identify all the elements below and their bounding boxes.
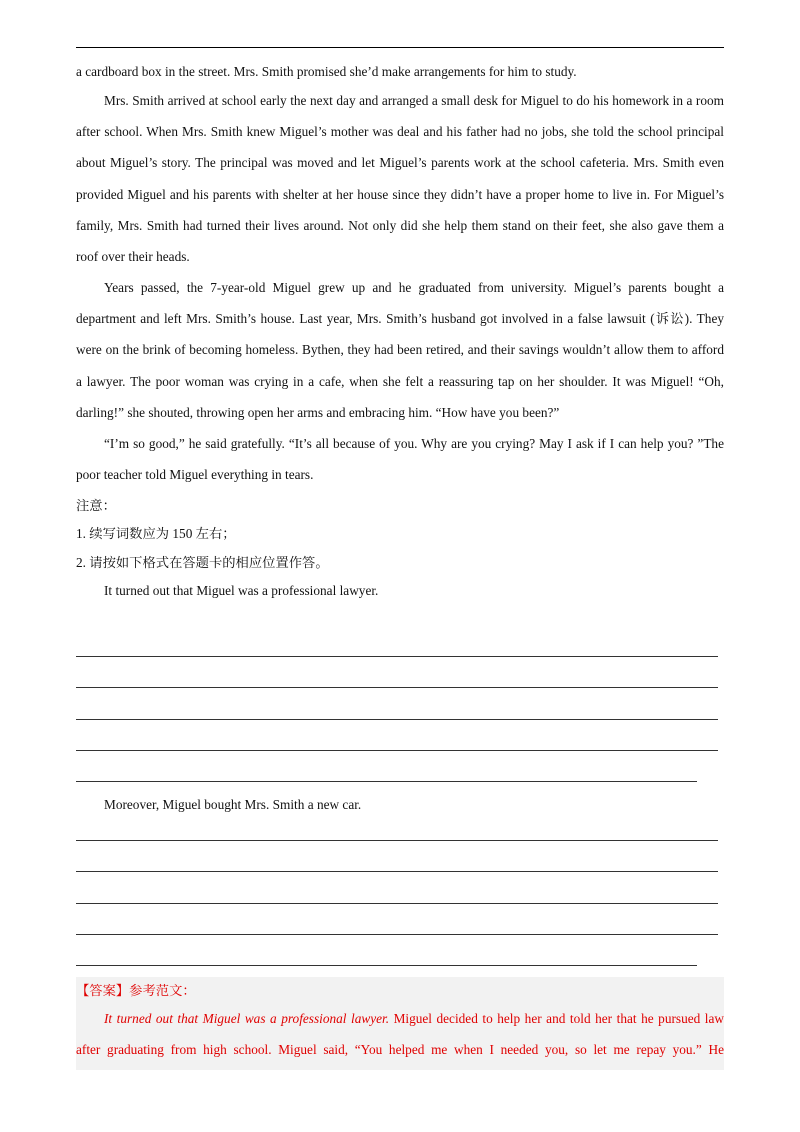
story-paragraph-0: a cardboard box in the street. Mrs. Smith promised she’d make arrangements for him to study.: [76, 64, 577, 79]
writing-line[interactable]: [76, 934, 718, 935]
writing-line[interactable]: [76, 687, 718, 688]
notes-item-2: 2. 请按如下格式在答题卡的相应位置作答。: [76, 555, 329, 570]
answer-body: Miguel decided to help her and told her that he pursued law after graduating from high school. Miguel said, “You helped me when I needed you, so let me repay you.” He: [76, 1011, 724, 1058]
writing-line[interactable]: [76, 781, 697, 782]
writing-line[interactable]: [76, 656, 718, 657]
top-rule: [76, 47, 724, 48]
notes-item-1: 1. 续写词数应为 150 左右；: [76, 526, 236, 541]
prompt-second-paragraph: Moreover, Miguel bought Mrs. Smith a new car.: [104, 797, 362, 812]
story-paragraph-3: “I’m so good,” he said gratefully. “It’s all because of you. Why are you crying? May I ask if I can help you? ”The poor teacher told Miguel everything in tears.: [76, 436, 724, 483]
story-paragraph-2: Years passed, the 7-year-old Miguel grew up and he graduated from university. Miguel’s parents bought a department and left Mrs. Smith’s house. Last year, Mrs. Smith’s husband got involved in a false lawsuit (诉讼). They were on the brink of becoming homeless. Bythen, they had been retired, and their savings wouldn’t allow them to afford a lawyer. The poor woman was crying in a cafe, when she felt a reassuring tap on her shoulder. It was Miguel! “Oh, darling!” she shouted, throwing open her arms and embracing him. “How have you been?”: [76, 280, 724, 420]
writing-line[interactable]: [76, 965, 697, 966]
notes-heading: 注意：: [76, 498, 116, 513]
story-paragraph-1: Mrs. Smith arrived at school early the next day and arranged a small desk for Miguel to do his homework in a room after school. When Mrs. Smith knew Miguel’s mother was deal and his father had no jobs, she told the school principal about Miguel’s story. The principal was moved and let Miguel’s parents work at the school cafeteria. Mrs. Smith even provided Miguel and his parents with shelter at her house since they didn’t have a proper home to live in. For Miguel’s family, Mrs. Smith had turned their lives around. Not only did she help them stand on their feet, she also gave them a roof over their heads.: [76, 93, 724, 265]
writing-line[interactable]: [76, 903, 718, 904]
answer-heading: 【答案】参考范文：: [76, 983, 196, 998]
writing-line[interactable]: [76, 840, 718, 841]
prompt-first-paragraph: It turned out that Miguel was a professional lawyer.: [104, 583, 379, 598]
writing-line[interactable]: [76, 750, 718, 751]
answer-text: [76, 1003, 724, 1065]
answer-lead-sentence: It turned out that Miguel was a professional lawyer.: [104, 1011, 390, 1026]
writing-line[interactable]: [76, 719, 718, 720]
writing-line[interactable]: [76, 871, 718, 872]
